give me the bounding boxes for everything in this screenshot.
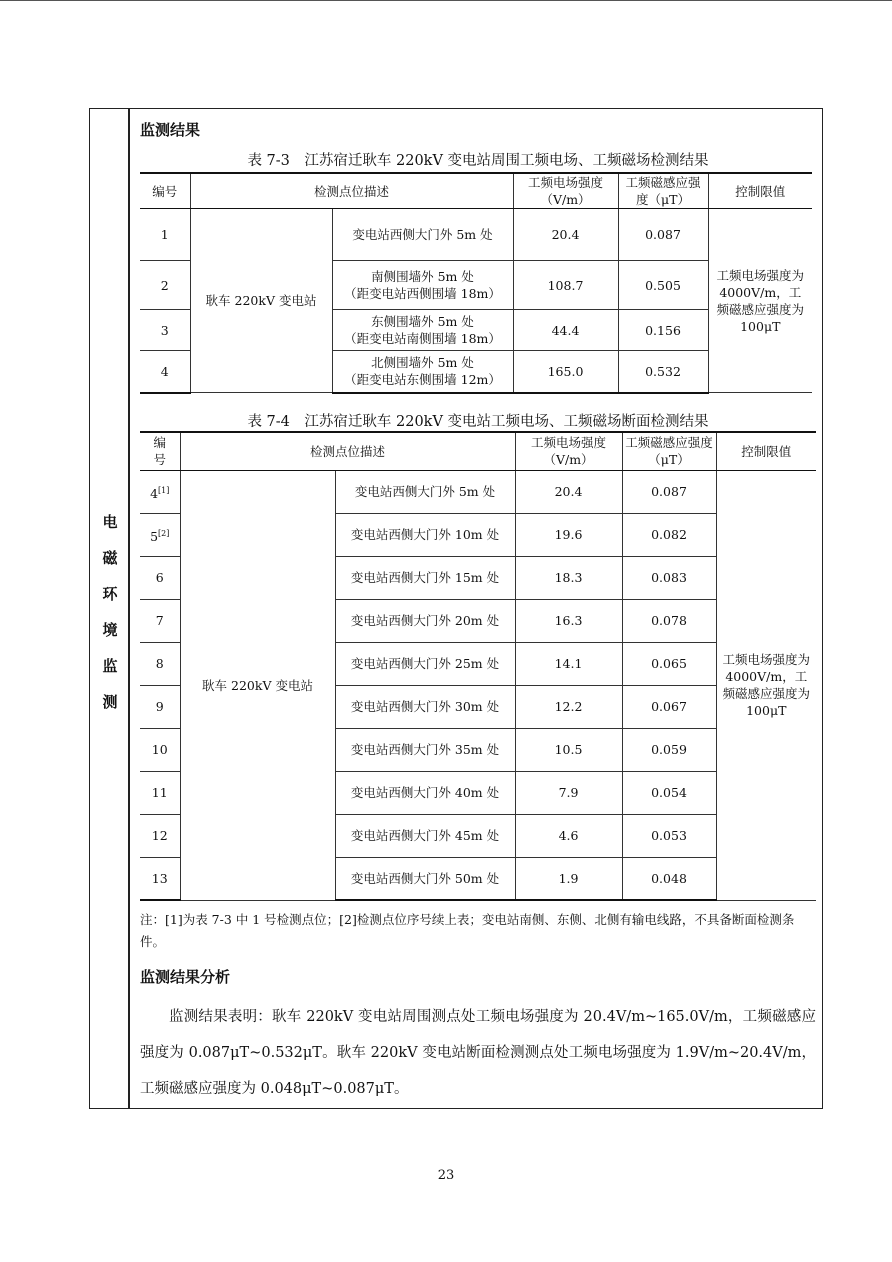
location-cell: 变电站西侧大门外 5m 处 (335, 470, 515, 513)
e-field-cell: 12.2 (515, 685, 622, 728)
row-number-text: 5 (150, 528, 159, 544)
location-note: （距变电站东侧围墙 12m） (344, 372, 501, 388)
e-field-cell: 108.7 (513, 261, 618, 310)
header-cell: 检测点位描述 (180, 432, 515, 470)
e-field-cell: 44.4 (513, 310, 618, 351)
side-char: 测 (102, 693, 118, 711)
location-line: 东侧围墙外 5m 处 (371, 314, 474, 329)
header-cell: 编号 (140, 173, 190, 209)
limit-cell (708, 209, 812, 393)
row-number: 7 (140, 599, 180, 642)
row-number: 3 (140, 310, 190, 351)
location-cell (332, 310, 513, 351)
row-number: 11 (140, 771, 180, 814)
table-7-4 (140, 431, 816, 901)
side-char: 环 (102, 585, 118, 603)
e-field-cell: 14.1 (515, 642, 622, 685)
analysis-title: 监测结果分析 (140, 968, 231, 986)
site-cell: 耿车 220kV 变电站 (180, 470, 335, 900)
top-rule (0, 0, 892, 1)
row-number: 1 (140, 209, 190, 261)
table1-caption: 表 7-3 江苏宿迁耿车 220kV 变电站周围工频电场、工频磁场检测结果 (247, 153, 709, 169)
location-cell: 变电站西侧大门外 30m 处 (335, 685, 515, 728)
location-note: （距变电站南侧围墙 18m） (344, 331, 501, 346)
b-field-cell: 0.505 (618, 261, 708, 310)
table-7-3 (140, 172, 812, 394)
e-field-cell: 165.0 (513, 351, 618, 393)
b-field-cell: 0.053 (622, 814, 716, 857)
row-number: 10 (140, 728, 180, 771)
side-char: 磁 (102, 549, 118, 567)
b-field-cell: 0.532 (618, 351, 708, 393)
report-frame (89, 108, 823, 1109)
row-number: 4 (140, 351, 190, 393)
b-field-cell: 0.087 (618, 209, 708, 261)
header-cell: 编号 (140, 432, 180, 470)
row-number (140, 513, 180, 556)
e-field-cell: 1.9 (515, 857, 622, 900)
e-field-cell: 20.4 (515, 470, 622, 513)
b-field-cell: 0.087 (622, 470, 716, 513)
side-column (90, 109, 130, 1108)
section-title: 监测结果 (140, 121, 201, 139)
b-field-cell: 0.083 (622, 556, 716, 599)
e-field-cell: 4.6 (515, 814, 622, 857)
b-field-cell: 0.082 (622, 513, 716, 556)
location-cell: 变电站西侧大门外 45m 处 (335, 814, 515, 857)
location-cell: 变电站西侧大门外 10m 处 (335, 513, 515, 556)
row-number: 9 (140, 685, 180, 728)
location-cell: 变电站西侧大门外 35m 处 (335, 728, 515, 771)
location-cell: 变电站西侧大门外 40m 处 (335, 771, 515, 814)
header-cell: 工频电场强度（V/m） (515, 432, 622, 470)
location-cell (332, 351, 513, 393)
header-cell: 控制限值 (708, 173, 812, 209)
location-cell: 变电站西侧大门外 15m 处 (335, 556, 515, 599)
location-cell: 变电站西侧大门外 20m 处 (335, 599, 515, 642)
site-cell: 耿车 220kV 变电站 (190, 209, 332, 393)
table-header-row (140, 432, 816, 470)
footnote-mark: [1] (158, 485, 170, 495)
b-field-cell: 0.065 (622, 642, 716, 685)
limit-text: 工频电场强度为 4000V/m，工频磁感应强度为 100μT (716, 267, 805, 334)
location-cell: 变电站西侧大门外 25m 处 (335, 642, 515, 685)
e-field-cell: 7.9 (515, 771, 622, 814)
row-number: 2 (140, 261, 190, 310)
b-field-cell: 0.054 (622, 771, 716, 814)
side-char: 监 (102, 657, 118, 675)
b-field-cell: 0.048 (622, 857, 716, 900)
limit-cell (716, 470, 816, 900)
analysis-paragraph: 监测结果表明：耿车 220kV 变电站周围测点处工频电场强度为 20.4V/m~165.0V/m，工频磁感应强度为 0.087μT~0.532μT。耿车 220kV 变电站断面检测测点处工频电场强度为 1.9V/m~20.4V/m，工频磁感应强度为 0.048μT~0.087μT。 (140, 1009, 816, 1097)
header-cell: 控制限值 (716, 432, 816, 470)
row-number: 12 (140, 814, 180, 857)
b-field-cell: 0.078 (622, 599, 716, 642)
side-char: 电 (102, 513, 118, 531)
location-note: （距变电站西侧围墙 18m） (344, 286, 501, 301)
footnote-mark: [2] (158, 528, 170, 538)
table-note: 注：[1]为表 7-3 中 1 号检测点位；[2]检测点位序号续上表；变电站南侧、东侧、北侧有输电线路，不具备断面检测条件。 (140, 912, 795, 949)
row-number (140, 470, 180, 513)
side-label (90, 504, 130, 720)
e-field-cell: 10.5 (515, 728, 622, 771)
row-number: 6 (140, 556, 180, 599)
e-field-cell: 18.3 (515, 556, 622, 599)
limit-text: 工频电场强度为 4000V/m，工频磁感应强度为 100μT (722, 652, 811, 718)
row-number: 13 (140, 857, 180, 900)
row-number-text: 4 (150, 485, 159, 501)
location-cell: 变电站西侧大门外 5m 处 (332, 209, 513, 261)
table-row (140, 470, 816, 513)
header-cell: 检测点位描述 (190, 173, 513, 209)
table2-caption: 表 7-4 江苏宿迁耿车 220kV 变电站工频电场、工频磁场断面检测结果 (247, 414, 709, 430)
location-line: 南侧围墙外 5m 处 (371, 269, 474, 284)
page-number: 23 (437, 1168, 455, 1183)
b-field-cell: 0.156 (618, 310, 708, 351)
location-cell (332, 261, 513, 310)
location-cell: 变电站西侧大门外 50m 处 (335, 857, 515, 900)
e-field-cell: 19.6 (515, 513, 622, 556)
table-row (140, 209, 812, 261)
e-field-cell: 20.4 (513, 209, 618, 261)
location-line: 北侧围墙外 5m 处 (371, 355, 474, 371)
b-field-cell: 0.067 (622, 685, 716, 728)
table-header-row (140, 173, 812, 209)
side-char: 境 (102, 621, 118, 639)
row-number: 8 (140, 642, 180, 685)
header-cell: 工频电场强度（V/m） (513, 173, 618, 209)
e-field-cell: 16.3 (515, 599, 622, 642)
b-field-cell: 0.059 (622, 728, 716, 771)
header-cell: 工频磁感应强度（μT） (622, 432, 716, 470)
header-cell: 工频磁感应强度（μT） (618, 173, 708, 209)
